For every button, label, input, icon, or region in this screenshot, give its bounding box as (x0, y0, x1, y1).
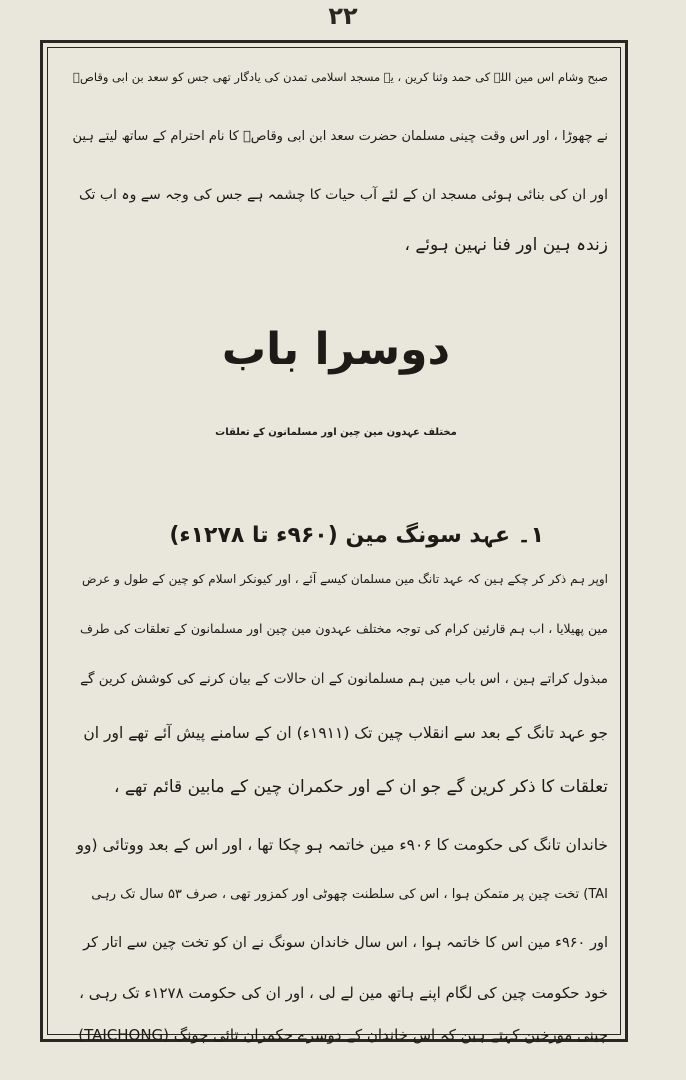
body-line: TAI) تخت چین پر متمکن ہوا ، اس کی سلطنت چھوٹی اور کمزور تھی ، صرف ۵۳ سال تک رہی (91, 887, 608, 902)
intro-line: صبح وشام اس مین اللہ کی حمد وثنا کرین ، یہ مسجد اسلامی تمدن کی یادگار تھی جس کو سعد بن ابی وقاصؓ (73, 70, 608, 84)
body-line: خاندان تانگ کی حکومت کا ۹۰۶ء مین خاتمہ ہو چکا تھا ، اور اس کے بعد ووتائی (وو (76, 836, 608, 854)
intro-line: اور ان کی بنائی ہوئی مسجد ان کے لئے آب حیات کا چشمہ ہے جس کی وجہ سے وہ اب تک (79, 187, 608, 203)
body-line: مبذول کراتے ہین ، اس باب مین ہم مسلمانون کے ان حالات کے بیان کرنے کی کوشش کرین گے (80, 671, 608, 687)
body-line: مین پھیلایا ، اب ہم قارئین کرام کی توجہ مختلف عہدون مین چین اور مسلمانون کے تعلقات کی طرف (79, 621, 608, 636)
body-line: خود حکومت چین کی لگام اپنے ہاتھ مین لے لی ، اور ان کی حکومت ۱۲۷۸ء تک رہی ، (79, 984, 608, 1002)
body-line: تعلقات کا ذکر کرین گے جو ان کے اور حکمران چین کے مابین قائم تھے ، (113, 777, 608, 797)
chapter-subtitle: مختلف عہدون مین چین اور مسلمانون کے تعلقات (215, 427, 457, 438)
body-line: جو عہد تانگ کے بعد سے انقلاب چین تک (۱۹۱۱ء) ان کے سامنے پیش آئے تھے اور ان (83, 724, 608, 742)
page-number: ۲۲ (328, 2, 358, 30)
page-content (58, 52, 614, 1044)
chapter-title: دوسرا باب (221, 324, 451, 375)
body-line: اوپر ہم ذکر کر چکے ہین کہ عہد تانگ مین مسلمان کیسے آئے ، اور کیونکر اسلام کو چین کے طول و عرض (82, 572, 608, 586)
body-line: اور ۹۶۰ء مین اس کا خاتمہ ہوا ، اس سال خاندان سونگ نے ان کو تخت چین سے اتار کر (83, 935, 608, 951)
intro-line: نے چھوڑا ، اور اس وقت چینی مسلمان حضرت سعد ابن ابی وقاصؓ کا نام احترام کے ساتھ لیتے ہین (72, 129, 608, 144)
section-heading: ۱۔ عہد سونگ مین (۹۶۰ء تا ۱۲۷۸ء) (169, 523, 544, 548)
body-line: چینی مورخین کہتے ہین کہ اس خاندان کے دوسرے حکمران تائی چونگ (TAICHONG) (78, 1026, 608, 1044)
intro-line: زندہ ہین اور فنا نہین ہوئے ، (404, 235, 608, 255)
